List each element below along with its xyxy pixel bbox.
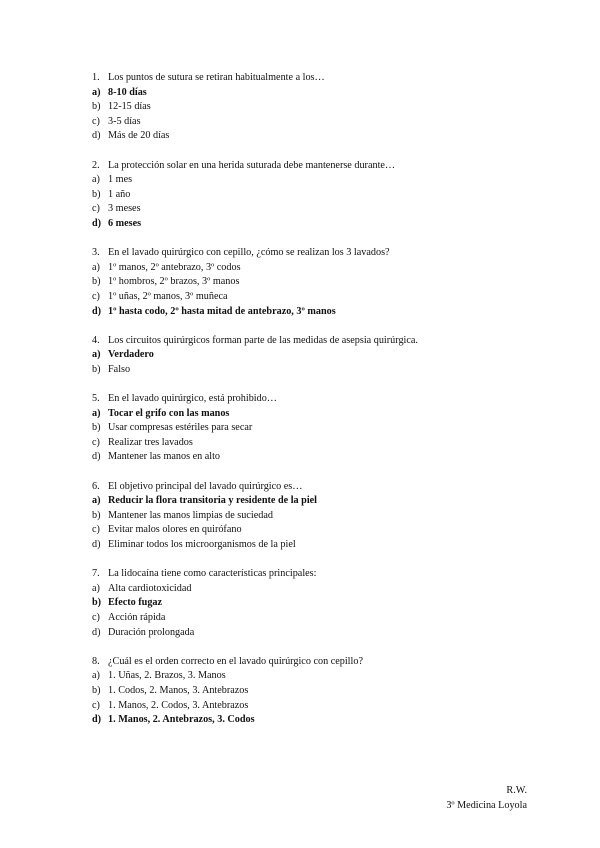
option-letter: a): [92, 495, 101, 507]
answer-option: [92, 699, 532, 714]
question-text: La lidocaína tiene como características principales:: [108, 568, 317, 580]
question-number: 3.: [92, 247, 100, 259]
question-block: [92, 334, 532, 378]
quiz-content: [92, 71, 532, 742]
answer-option: [92, 173, 532, 188]
option-letter: d): [92, 217, 102, 229]
footer: [446, 783, 527, 813]
option-text: Más de 20 días: [108, 130, 170, 142]
option-letter: b): [92, 597, 102, 609]
option-letter: d): [92, 539, 101, 550]
answer-option: [92, 684, 532, 699]
option-text: 6 meses: [108, 217, 142, 229]
option-letter: d): [92, 714, 102, 726]
answer-option: [92, 290, 532, 305]
question-number: 2.: [92, 159, 100, 171]
question-stem: [92, 480, 532, 495]
footer-course: 3º Medicina Loyola: [446, 800, 527, 811]
option-letter: d): [92, 305, 102, 317]
option-text: Tocar el grifo con las manos: [108, 407, 230, 419]
option-letter: a): [92, 174, 100, 186]
answer-option-correct: [92, 713, 532, 728]
answer-option-correct: [92, 348, 532, 363]
answer-option: [92, 509, 532, 524]
answer-option-correct: [92, 86, 532, 101]
option-letter: b): [92, 101, 101, 113]
option-text: 8-10 días: [108, 86, 147, 98]
question-block: [92, 71, 532, 144]
option-text: 1. Manos, 2. Codos, 3. Antebrazos: [108, 699, 249, 711]
question-stem: [92, 71, 532, 86]
option-letter: c): [92, 524, 100, 536]
option-text: Falso: [108, 363, 131, 375]
option-text: 1. Codos, 2. Manos, 3. Antebrazos: [108, 684, 249, 696]
option-text: Efecto fugaz: [108, 597, 163, 609]
question-stem: [92, 334, 532, 349]
option-text: Mantener las manos limpias de suciedad: [108, 509, 273, 521]
option-letter: d): [92, 626, 101, 638]
option-letter: a): [92, 86, 101, 98]
question-number: 8.: [92, 655, 100, 667]
answer-option: [92, 421, 532, 436]
answer-option: [92, 611, 532, 626]
question-stem: [92, 392, 532, 407]
question-text: En el lavado quirúrgico, está prohibido…: [108, 393, 277, 405]
answer-option: [92, 275, 532, 290]
option-text: 12-15 días: [108, 101, 151, 113]
question-stem: [92, 246, 532, 261]
option-text: 1º uñas, 2º manos, 3º muñeca: [108, 290, 228, 302]
question-block: [92, 246, 532, 319]
option-letter: a): [92, 670, 100, 682]
answer-option: [92, 363, 532, 378]
answer-option-correct: [92, 596, 532, 611]
option-letter: c): [92, 611, 100, 623]
option-letter: a): [92, 349, 101, 361]
question-number: 1.: [92, 72, 100, 83]
answer-option: [92, 202, 532, 217]
answer-option: [92, 626, 532, 641]
answer-option: [92, 129, 532, 144]
option-text: 1 año: [108, 188, 131, 200]
option-letter: b): [92, 188, 101, 200]
option-text: 1º manos, 2º antebrazo, 3º codos: [108, 261, 241, 273]
option-letter: c): [92, 203, 100, 215]
option-letter: c): [92, 290, 100, 302]
option-letter: d): [92, 451, 101, 463]
option-letter: c): [92, 436, 100, 448]
option-text: 3 meses: [108, 203, 141, 215]
option-text: 1 mes: [108, 174, 133, 186]
question-block: [92, 392, 532, 465]
option-text: Eliminar todos los microorganismos de la piel: [108, 539, 296, 550]
question-text: Los circuitos quirúrgicos forman parte de las medidas de asepsia quirúrgica.: [108, 334, 418, 346]
question-block: [92, 655, 532, 728]
question-number: 7.: [92, 568, 100, 580]
answer-option-correct: [92, 407, 532, 422]
answer-option-correct: [92, 305, 532, 320]
option-text: Evitar malos olores en quirófano: [108, 524, 242, 536]
answer-option: [92, 115, 532, 130]
question-number: 6.: [92, 480, 100, 492]
option-text: 1. Uñas, 2. Brazos, 3. Manos: [108, 670, 226, 682]
option-letter: a): [92, 407, 101, 419]
answer-option: [92, 100, 532, 115]
question-block: [92, 567, 532, 640]
question-block: [92, 159, 532, 232]
option-text: Alta cardiotoxicidad: [108, 582, 192, 594]
question-stem: [92, 567, 532, 582]
answer-option: [92, 436, 532, 451]
option-text: Usar compresas estériles para secar: [108, 422, 253, 434]
option-text: Acción rápida: [108, 611, 166, 623]
option-letter: a): [92, 261, 100, 273]
answer-option: [92, 450, 532, 465]
option-letter: c): [92, 115, 100, 127]
option-letter: c): [92, 699, 100, 711]
option-letter: b): [92, 363, 101, 375]
question-text: La protección solar en una herida suturada debe mantenerse durante…: [108, 159, 396, 171]
option-letter: d): [92, 130, 101, 142]
question-text: ¿Cuál es el orden correcto en el lavado quirúrgico con cepillo?: [108, 655, 363, 667]
answer-option: [92, 523, 532, 538]
question-number: 5.: [92, 393, 100, 405]
answer-option: [92, 582, 532, 597]
question-text: Los puntos de sutura se retiran habitualmente a los…: [108, 72, 325, 83]
option-letter: b): [92, 276, 101, 288]
option-text: Reducir la flora transitoria y residente de la piel: [108, 495, 318, 507]
answer-option-correct: [92, 217, 532, 232]
question-block: [92, 480, 532, 553]
option-text: 1º hombros, 2º brazos, 3º manos: [108, 276, 240, 288]
question-text: El objetivo principal del lavado quirúrgico es…: [108, 480, 303, 492]
option-text: Mantener las manos en alto: [108, 451, 221, 463]
answer-option: [92, 669, 532, 684]
option-text: 1. Manos, 2. Antebrazos, 3. Codos: [108, 714, 255, 726]
answer-option: [92, 188, 532, 203]
question-stem: [92, 655, 532, 670]
option-letter: b): [92, 422, 101, 434]
option-text: 3-5 días: [108, 115, 141, 127]
option-text: Duración prolongada: [108, 626, 195, 638]
option-text: Realizar tres lavados: [108, 436, 193, 448]
question-text: En el lavado quirúrgico con cepillo, ¿cómo se realizan los 3 lavados?: [108, 247, 390, 259]
question-stem: [92, 159, 532, 174]
option-letter: b): [92, 509, 101, 521]
question-number: 4.: [92, 334, 100, 346]
option-text: Verdadero: [108, 349, 154, 361]
footer-author: R.W.: [506, 785, 527, 796]
option-text: 1º hasta codo, 2º hasta mitad de antebrazo, 3º manos: [108, 305, 336, 317]
option-letter: a): [92, 582, 100, 594]
answer-option-correct: [92, 494, 532, 509]
option-letter: b): [92, 684, 101, 696]
answer-option: [92, 261, 532, 276]
answer-option: [92, 538, 532, 553]
